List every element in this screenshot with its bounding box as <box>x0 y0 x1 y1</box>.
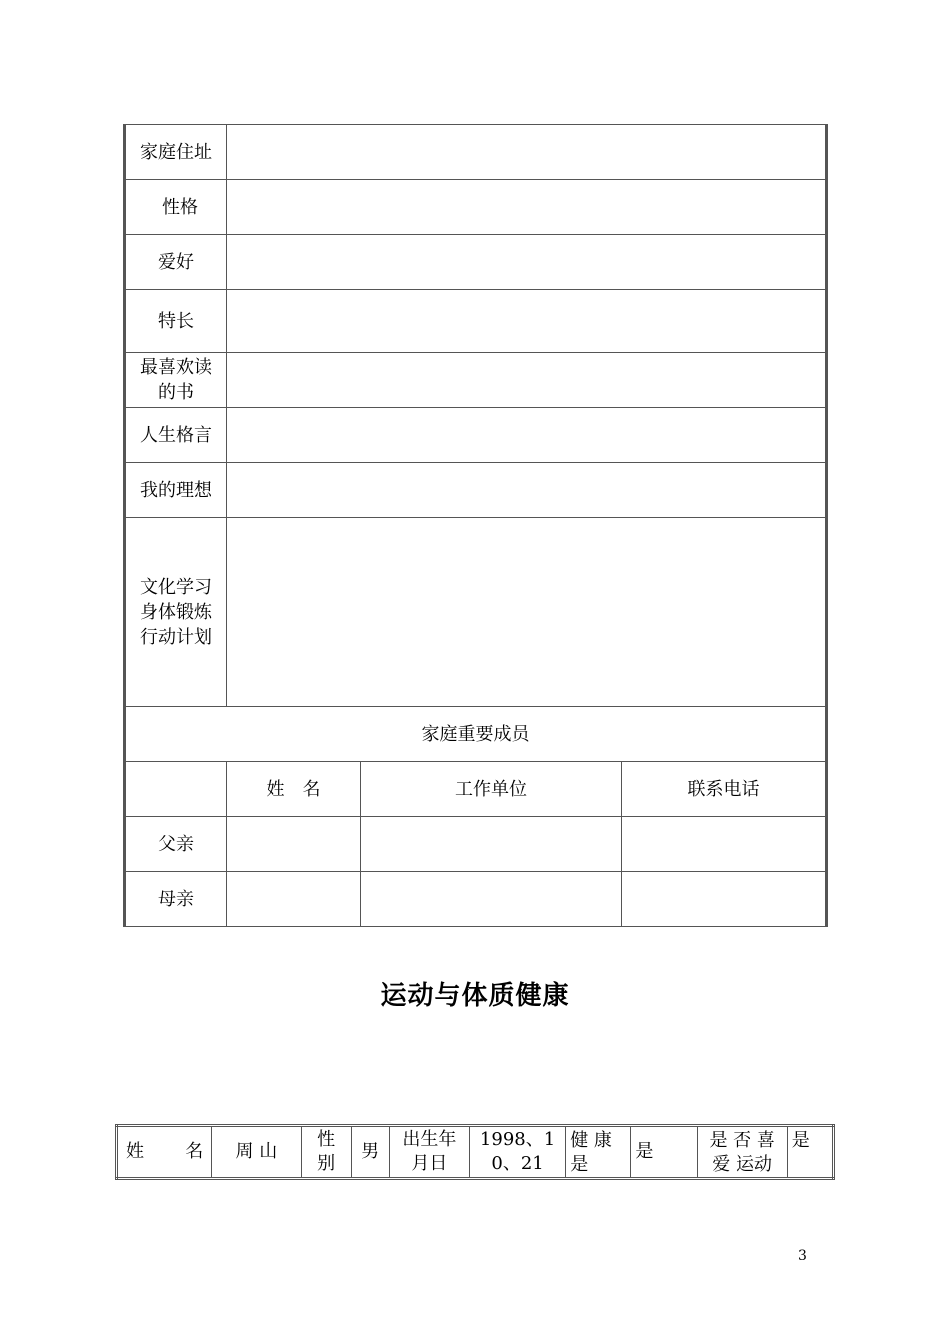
family-title: 家庭重要成员 <box>125 707 827 762</box>
label-personality: 性格 <box>125 180 227 235</box>
mother-name-cell[interactable] <box>227 872 361 927</box>
label-address: 家庭住址 <box>125 125 227 180</box>
row-action-plan <box>125 518 827 707</box>
gender-value: 男 <box>351 1126 389 1179</box>
father-work-cell[interactable] <box>361 817 622 872</box>
label-ideal: 我的理想 <box>125 463 227 518</box>
row-hobby <box>125 235 827 290</box>
name-value: 周 山 <box>212 1126 301 1179</box>
family-header-name: 姓 名 <box>227 762 361 817</box>
value-favorite-book[interactable] <box>227 353 827 408</box>
health-row <box>117 1126 834 1179</box>
row-family-title <box>125 707 827 762</box>
profile-table <box>123 124 828 927</box>
healthy-value: 是 <box>631 1126 697 1179</box>
mother-work-cell[interactable] <box>361 872 622 927</box>
row-ideal <box>125 463 827 518</box>
family-header-work: 工作单位 <box>361 762 622 817</box>
value-ideal[interactable] <box>227 463 827 518</box>
row-motto <box>125 408 827 463</box>
healthy-label: 健 康 是 <box>566 1126 631 1179</box>
value-motto[interactable] <box>227 408 827 463</box>
label-motto: 人生格言 <box>125 408 227 463</box>
row-address <box>125 125 827 180</box>
label-favorite-book: 最喜欢读的书 <box>125 353 227 408</box>
family-member-father: 父亲 <box>125 817 227 872</box>
family-header-phone: 联系电话 <box>622 762 827 817</box>
value-personality[interactable] <box>227 180 827 235</box>
mother-phone-cell[interactable] <box>622 872 827 927</box>
birth-value: 1998、10、21 <box>469 1126 565 1179</box>
label-hobby: 爱好 <box>125 235 227 290</box>
label-specialty: 特长 <box>125 290 227 353</box>
name-label: 姓 名 <box>117 1126 212 1179</box>
sport-value: 是 <box>787 1126 833 1179</box>
health-table <box>115 1124 835 1180</box>
father-phone-cell[interactable] <box>622 817 827 872</box>
value-specialty[interactable] <box>227 290 827 353</box>
section-title: 运动与体质健康 <box>380 981 570 1011</box>
row-mother <box>125 872 827 927</box>
value-address[interactable] <box>227 125 827 180</box>
family-member-mother: 母亲 <box>125 872 227 927</box>
birth-label: 出生年月日 <box>389 1126 469 1179</box>
page-number: 3 <box>798 1248 807 1264</box>
gender-label: 性别 <box>301 1126 351 1179</box>
value-action-plan[interactable] <box>227 518 827 707</box>
row-family-headers <box>125 762 827 817</box>
family-header-blank <box>125 762 227 817</box>
label-action-plan: 文化学习身体锻炼行动计划 <box>125 518 227 707</box>
father-name-cell[interactable] <box>227 817 361 872</box>
value-hobby[interactable] <box>227 235 827 290</box>
row-specialty <box>125 290 827 353</box>
row-personality <box>125 180 827 235</box>
row-father <box>125 817 827 872</box>
row-favorite-book <box>125 353 827 408</box>
sport-label: 是 否 喜 爱 运动 <box>697 1126 787 1179</box>
